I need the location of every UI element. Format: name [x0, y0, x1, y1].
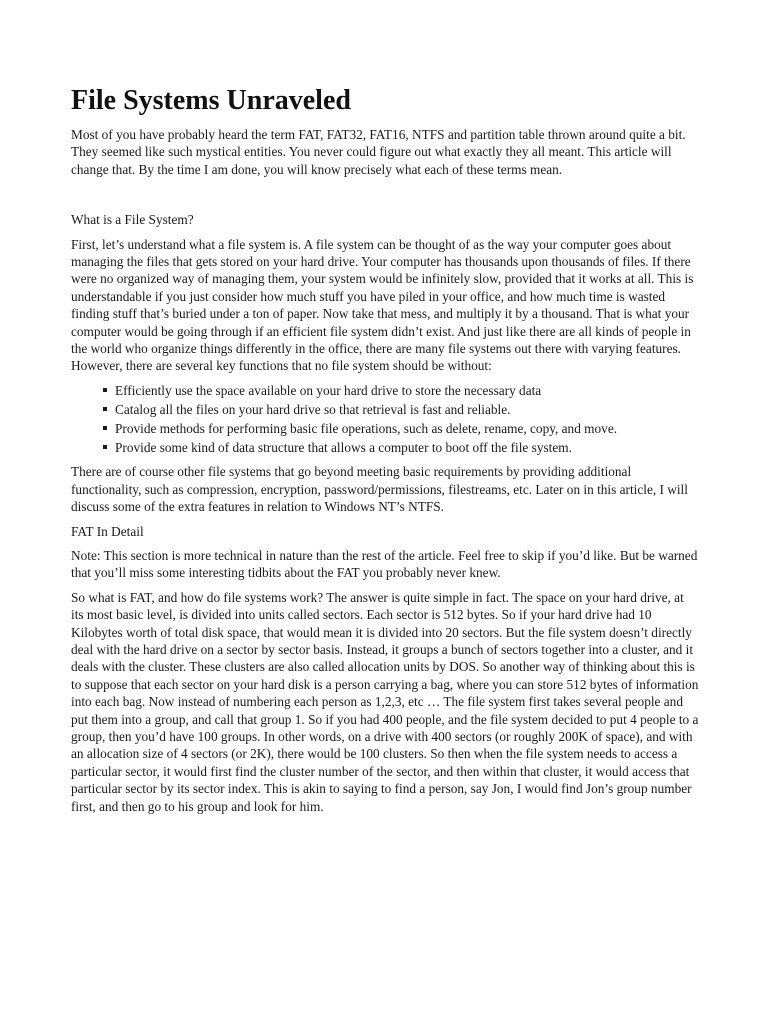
list-item: Provide methods for performing basic file operations, such as delete, rename, copy, and move. [115, 420, 699, 437]
section-heading-fat-in-detail: FAT In Detail [71, 523, 144, 539]
intro-paragraph: Most of you have probably heard the term FAT, FAT32, FAT16, NTFS and partition table thrown around quite a bit. They seemed like such mystical entities. You never could figure out what exactly they all meant. This article will change that. By the time I am done, you will know precisely what each of these terms mean. [71, 127, 686, 177]
section2-note: Note: This section is more technical in nature than the rest of the article. Feel free to skip if you’d like. But be warned that you’ll miss some interesting tidbits about the FAT you probably never knew. [71, 547, 698, 581]
list-item: Catalog all the files on your hard drive so that retrieval is fast and reliable. [115, 401, 699, 418]
document-page [71, 84, 699, 822]
section1-paragraph-1: First, let’s understand what a file system is. A file system can be thought of as the way your computer goes about managing the files that gets stored on your hard drive. Your computer has thousands upon thousands of files. If there were no organized way of managing them, your system would be infinitely slow, provided that it works at all. This is understandable if you just consider how much stuff you have piled in your office, and how much time is wasted finding stuff that’s buried under a ton of paper. Now take that mess, and multiply it by a thousand. That is what your computer would be going through if an efficient file system didn’t exist. And just like there are all kinds of people in the world who organize things differently in the office, there are many file systems out there with varying features. However, there are several key functions that no file system should be without: [71, 236, 694, 374]
document-title: File Systems Unraveled [71, 85, 351, 116]
section2-paragraph-1: So what is FAT, and how do file systems work? The answer is quite simple in fact. The space on your hard drive, at its most basic level, is divided into units called sectors. Each sector is 512 bytes. So if your hard drive had 10 Kilobytes worth of total disk space, that would mean it is divided into 20 sectors. But the file system doesn’t directly deal with the hard drive on a sector by sector basis. Instead, it groups a bunch of sectors together into a cluster, and it deals with the cluster. These clusters are also called allocation units by DOS. So another way of thinking about this is to suppose that each sector on your hard disk is a person carrying a bag, where you can store 512 bytes of information into each bag. Now instead of numbering each person as 1,2,3, etc … The file system first takes several people and put them into a group, and call that group 1. So if you had 400 people, and the file system decided to put 4 people to a group, then you’d have 100 groups. In other words, on a drive with 400 sectors (or roughly 200K of space), and with an allocation size of 4 sectors (or 2K), there would be 100 clusters. So then when the file system needs to access a particular sector, it would first find the cluster number of the sector, and then within that cluster, it would access that particular sector by its sector index. This is akin to saying to find a person, say Jon, I would find Jon’s group number first, and then go to his group and look for him. [71, 589, 699, 814]
list-item: Efficiently use the space available on your hard drive to store the necessary data [115, 382, 699, 399]
list-item: Provide some kind of data structure that allows a computer to boot off the file system. [115, 439, 699, 456]
section1-paragraph-2: There are of course other file systems that go beyond meeting basic requirements by providing additional functionality, such as compression, encryption, password/permissions, filestreams, etc. Later on in this article, I will discuss some of the extra features in relation to Windows NT’s NTFS. [71, 464, 688, 515]
key-functions-list [71, 382, 699, 456]
section-heading-what-is-file-system: What is a File System? [71, 212, 194, 228]
